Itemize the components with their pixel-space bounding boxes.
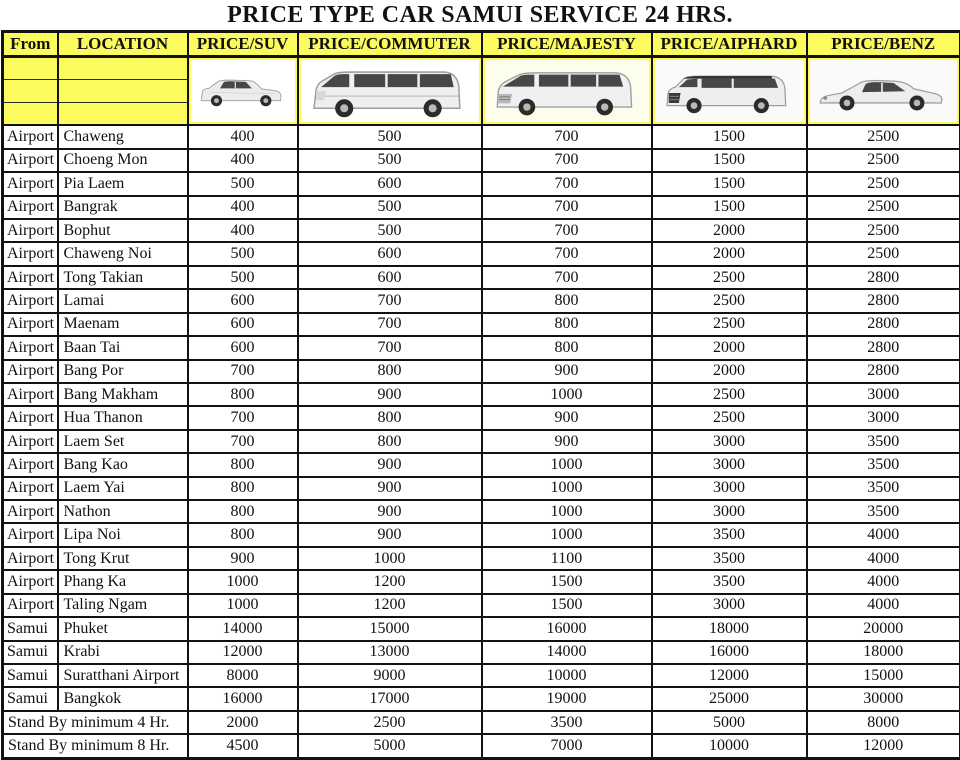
table-row (3, 336, 960, 359)
price-cell: 1000 (482, 477, 652, 500)
price-cell: 25000 (652, 687, 807, 710)
table-row (3, 594, 960, 617)
price-cell: 13000 (298, 641, 482, 664)
price-cell: 3500 (807, 477, 960, 500)
price-cell: 14000 (482, 641, 652, 664)
benz-sedan-image (810, 60, 958, 122)
price-cell: 800 (298, 430, 482, 453)
price-cell: 2500 (652, 266, 807, 289)
price-cell: 2500 (298, 711, 482, 734)
price-cell: 12000 (188, 641, 298, 664)
table-row (3, 313, 960, 336)
price-cell: 2500 (652, 313, 807, 336)
price-cell: 500 (298, 149, 482, 172)
table-row (3, 125, 960, 148)
benz-image-cell (807, 57, 960, 126)
price-cell: 5000 (652, 711, 807, 734)
price-cell: 8000 (807, 711, 960, 734)
from-cell: Samui (3, 641, 58, 664)
price-cell: 1000 (482, 523, 652, 546)
price-cell: 1000 (188, 594, 298, 617)
price-cell: 4000 (807, 547, 960, 570)
from-cell: Airport (3, 406, 58, 429)
price-cell: 2800 (807, 313, 960, 336)
table-row (3, 360, 960, 383)
price-cell: 800 (188, 500, 298, 523)
table-row (3, 219, 960, 242)
from-cell: Airport (3, 242, 58, 265)
price-cell: 16000 (188, 687, 298, 710)
price-cell: 800 (188, 523, 298, 546)
price-cell: 1200 (298, 570, 482, 593)
price-cell: 900 (298, 523, 482, 546)
price-cell: 900 (298, 383, 482, 406)
location-cell: Bang Makham (58, 383, 188, 406)
price-cell: 1000 (482, 500, 652, 523)
header-row (3, 32, 960, 57)
location-cell: Bophut (58, 219, 188, 242)
from-cell: Airport (3, 430, 58, 453)
price-cell: 700 (188, 430, 298, 453)
location-cell: Phang Ka (58, 570, 188, 593)
from-cell: Airport (3, 149, 58, 172)
table-row (3, 453, 960, 476)
price-cell: 500 (298, 196, 482, 219)
price-cell: 400 (188, 149, 298, 172)
table-row (3, 500, 960, 523)
price-cell: 18000 (652, 617, 807, 640)
price-cell: 1000 (482, 453, 652, 476)
location-cell: Bang Por (58, 360, 188, 383)
suv-car-image (191, 60, 295, 122)
from-cell: Samui (3, 687, 58, 710)
price-cell: 800 (188, 477, 298, 500)
price-cell: 2000 (652, 219, 807, 242)
price-cell: 3500 (652, 523, 807, 546)
price-cell: 3500 (652, 570, 807, 593)
price-cell: 1500 (652, 125, 807, 148)
price-cell: 3000 (807, 406, 960, 429)
price-cell: 2500 (807, 242, 960, 265)
price-cell: 900 (482, 430, 652, 453)
col-header-benz: PRICE/BENZ (807, 32, 960, 57)
price-cell: 2500 (807, 125, 960, 148)
price-cell: 2000 (652, 242, 807, 265)
commuter-van-image (301, 60, 479, 122)
majesty-van-image (485, 60, 649, 122)
price-cell: 2000 (188, 711, 298, 734)
price-cell: 3000 (652, 477, 807, 500)
from-cell: Airport (3, 594, 58, 617)
col-header-suv: PRICE/SUV (188, 32, 298, 57)
price-cell: 1000 (298, 547, 482, 570)
suv-image-cell (188, 57, 298, 126)
price-cell: 10000 (482, 664, 652, 687)
price-cell: 3000 (652, 430, 807, 453)
price-cell: 1500 (652, 172, 807, 195)
from-cell: Samui (3, 617, 58, 640)
location-cell: Chaweng Noi (58, 242, 188, 265)
price-cell: 4000 (807, 523, 960, 546)
price-cell: 500 (188, 172, 298, 195)
col-header-from: From (3, 32, 58, 57)
location-cell: Tong Krut (58, 547, 188, 570)
price-cell: 500 (298, 125, 482, 148)
price-cell: 500 (188, 266, 298, 289)
table-row (3, 687, 960, 710)
price-cell: 1200 (298, 594, 482, 617)
price-cell: 1500 (482, 570, 652, 593)
blank-from-cell (3, 57, 58, 126)
price-cell: 900 (482, 406, 652, 429)
price-cell: 700 (298, 289, 482, 312)
standby-row (3, 734, 960, 758)
price-cell: 800 (298, 360, 482, 383)
price-cell: 800 (482, 336, 652, 359)
location-cell: Maenam (58, 313, 188, 336)
from-cell: Airport (3, 360, 58, 383)
price-cell: 700 (298, 313, 482, 336)
price-cell: 16000 (482, 617, 652, 640)
price-cell: 3500 (652, 547, 807, 570)
location-cell: Tong Takian (58, 266, 188, 289)
price-cell: 1500 (652, 196, 807, 219)
price-cell: 800 (482, 313, 652, 336)
table-row (3, 430, 960, 453)
price-cell: 900 (188, 547, 298, 570)
price-cell: 600 (188, 289, 298, 312)
from-cell: Airport (3, 477, 58, 500)
table-row (3, 172, 960, 195)
page-title: PRICE TYPE CAR SAMUI SERVICE 24 HRS. (227, 1, 733, 28)
col-header-majesty: PRICE/MAJESTY (482, 32, 652, 57)
from-cell: Airport (3, 125, 58, 148)
aiphard-image-cell (652, 57, 807, 126)
price-cell: 12000 (652, 664, 807, 687)
location-cell: Laem Set (58, 430, 188, 453)
price-cell: 9000 (298, 664, 482, 687)
price-cell: 2500 (807, 196, 960, 219)
price-cell: 800 (298, 406, 482, 429)
price-cell: 2800 (807, 336, 960, 359)
price-cell: 8000 (188, 664, 298, 687)
vehicle-image-row (3, 57, 960, 126)
price-cell: 500 (298, 219, 482, 242)
price-cell: 3500 (482, 711, 652, 734)
table-row (3, 664, 960, 687)
price-cell: 3500 (807, 500, 960, 523)
price-cell: 600 (298, 266, 482, 289)
price-cell: 1000 (482, 383, 652, 406)
from-cell: Airport (3, 500, 58, 523)
standby-label-cell: Stand By minimum 8 Hr. (3, 734, 188, 758)
table-row (3, 406, 960, 429)
from-cell: Airport (3, 266, 58, 289)
price-cell: 3000 (652, 453, 807, 476)
price-cell: 700 (188, 360, 298, 383)
col-header-aiphard: PRICE/AIPHARD (652, 32, 807, 57)
price-cell: 700 (482, 219, 652, 242)
price-cell: 12000 (807, 734, 960, 758)
table-row (3, 617, 960, 640)
location-cell: Laem Yai (58, 477, 188, 500)
from-cell: Airport (3, 383, 58, 406)
from-cell: Airport (3, 289, 58, 312)
price-cell: 600 (188, 313, 298, 336)
from-cell: Airport (3, 172, 58, 195)
from-cell: Airport (3, 196, 58, 219)
aiphard-van-image (655, 60, 804, 122)
table-row (3, 266, 960, 289)
price-cell: 1100 (482, 547, 652, 570)
price-cell: 18000 (807, 641, 960, 664)
price-cell: 17000 (298, 687, 482, 710)
table-body (3, 125, 960, 758)
price-cell: 800 (482, 289, 652, 312)
location-cell: Krabi (58, 641, 188, 664)
price-cell: 700 (482, 125, 652, 148)
price-cell: 2500 (807, 172, 960, 195)
from-cell: Samui (3, 664, 58, 687)
from-cell: Airport (3, 523, 58, 546)
price-cell: 4000 (807, 594, 960, 617)
price-cell: 2500 (652, 383, 807, 406)
price-cell: 3500 (807, 453, 960, 476)
location-cell: Lipa Noi (58, 523, 188, 546)
location-cell: Suratthani Airport (58, 664, 188, 687)
price-cell: 2800 (807, 289, 960, 312)
majesty-image-cell (482, 57, 652, 126)
from-cell: Airport (3, 313, 58, 336)
location-cell: Baan Tai (58, 336, 188, 359)
table-row (3, 477, 960, 500)
price-cell: 900 (298, 500, 482, 523)
price-cell: 3500 (807, 430, 960, 453)
price-cell: 1000 (188, 570, 298, 593)
col-header-commuter: PRICE/COMMUTER (298, 32, 482, 57)
price-cell: 7000 (482, 734, 652, 758)
price-cell: 800 (188, 453, 298, 476)
price-cell: 900 (298, 453, 482, 476)
location-cell: Bang Kao (58, 453, 188, 476)
price-cell: 2800 (807, 360, 960, 383)
table-row (3, 196, 960, 219)
price-cell: 3000 (807, 383, 960, 406)
price-cell: 5000 (298, 734, 482, 758)
location-cell: Bangrak (58, 196, 188, 219)
from-cell: Airport (3, 547, 58, 570)
price-cell: 16000 (652, 641, 807, 664)
price-cell: 700 (482, 242, 652, 265)
price-cell: 1500 (652, 149, 807, 172)
price-cell: 19000 (482, 687, 652, 710)
location-cell: Chaweng (58, 125, 188, 148)
price-cell: 2500 (807, 219, 960, 242)
col-header-location: LOCATION (58, 32, 188, 57)
price-cell: 3000 (652, 594, 807, 617)
price-cell: 2500 (652, 289, 807, 312)
table-row (3, 289, 960, 312)
price-cell: 2500 (652, 406, 807, 429)
price-cell: 20000 (807, 617, 960, 640)
price-cell: 400 (188, 219, 298, 242)
from-cell: Airport (3, 453, 58, 476)
price-cell: 700 (482, 172, 652, 195)
table-row (3, 523, 960, 546)
standby-row (3, 711, 960, 734)
location-cell: Taling Ngam (58, 594, 188, 617)
price-cell: 2800 (807, 266, 960, 289)
price-table (1, 30, 960, 760)
price-cell: 4500 (188, 734, 298, 758)
price-cell: 900 (298, 477, 482, 500)
location-cell: Lamai (58, 289, 188, 312)
price-cell: 30000 (807, 687, 960, 710)
price-cell: 500 (188, 242, 298, 265)
from-cell: Airport (3, 219, 58, 242)
blank-location-cell (58, 57, 188, 126)
price-cell: 2000 (652, 336, 807, 359)
price-cell: 14000 (188, 617, 298, 640)
location-cell: Choeng Mon (58, 149, 188, 172)
price-cell: 700 (482, 196, 652, 219)
price-cell: 3000 (652, 500, 807, 523)
price-cell: 1500 (482, 594, 652, 617)
price-cell: 600 (298, 242, 482, 265)
from-cell: Airport (3, 336, 58, 359)
price-cell: 2000 (652, 360, 807, 383)
price-cell: 700 (482, 149, 652, 172)
price-cell: 15000 (807, 664, 960, 687)
blank-subrows (4, 58, 57, 124)
price-cell: 400 (188, 196, 298, 219)
price-cell: 4000 (807, 570, 960, 593)
price-cell: 700 (298, 336, 482, 359)
standby-label-cell: Stand By minimum 4 Hr. (3, 711, 188, 734)
blank-subrows (59, 58, 187, 124)
price-cell: 800 (188, 383, 298, 406)
table-row (3, 149, 960, 172)
table-row (3, 570, 960, 593)
price-cell: 900 (482, 360, 652, 383)
table-row (3, 242, 960, 265)
price-cell: 2500 (807, 149, 960, 172)
table-row (3, 547, 960, 570)
price-cell: 400 (188, 125, 298, 148)
location-cell: Nathon (58, 500, 188, 523)
price-cell: 700 (482, 266, 652, 289)
table-row (3, 383, 960, 406)
location-cell: Bangkok (58, 687, 188, 710)
location-cell: Hua Thanon (58, 406, 188, 429)
price-cell: 15000 (298, 617, 482, 640)
price-cell: 10000 (652, 734, 807, 758)
from-cell: Airport (3, 570, 58, 593)
table-row (3, 641, 960, 664)
location-cell: Phuket (58, 617, 188, 640)
price-cell: 600 (298, 172, 482, 195)
price-cell: 600 (188, 336, 298, 359)
commuter-image-cell (298, 57, 482, 126)
price-cell: 700 (188, 406, 298, 429)
location-cell: Pia Laem (58, 172, 188, 195)
